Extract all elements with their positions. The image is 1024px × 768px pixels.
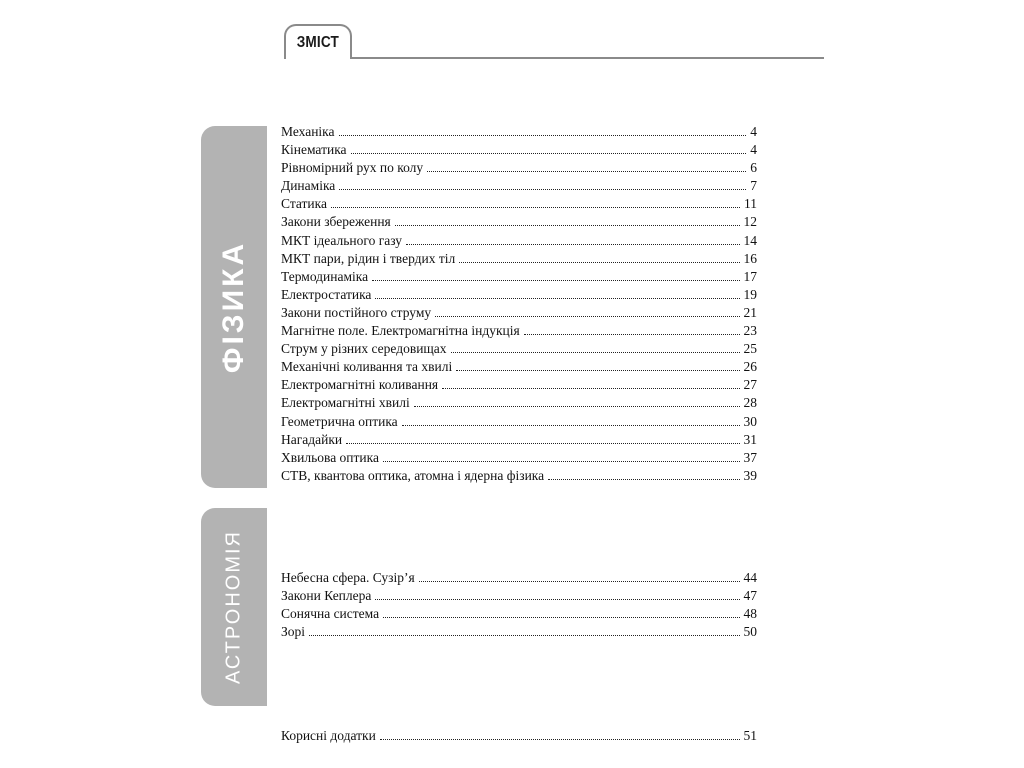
toc-entry-page-number: 23: [743, 323, 757, 339]
toc-entry-page-number: 26: [743, 359, 757, 375]
toc-entry[interactable]: [281, 341, 757, 359]
toc-entry-title: Закони збереження: [281, 214, 391, 230]
toc-entry-page-number: 17: [743, 268, 757, 284]
contents-header-tab: [284, 24, 352, 59]
toc-dot-leader: [380, 739, 740, 740]
toc-dot-leader: [339, 189, 746, 190]
toc-entry[interactable]: [281, 305, 757, 323]
toc-dot-leader: [414, 406, 740, 407]
header-rule: [350, 57, 824, 59]
toc-dot-leader: [346, 443, 739, 444]
toc-dot-leader: [459, 262, 739, 263]
toc-entry-title: Закони Кеплера: [281, 588, 372, 604]
toc-dot-leader: [456, 370, 739, 371]
toc-entry[interactable]: [281, 160, 757, 178]
toc-dot-leader: [383, 461, 739, 462]
toc-entry-title: Динаміка: [281, 178, 336, 194]
toc-entry-title: Рівномірний рух по колу: [281, 160, 424, 176]
toc-entry[interactable]: [281, 251, 757, 269]
toc-entry-page-number: 50: [743, 624, 757, 640]
physics-section-label: ФІЗИКА: [217, 240, 250, 374]
physics-section-tab: [201, 126, 267, 488]
toc-dot-leader: [402, 425, 740, 426]
toc-entry-title: Термодинаміка: [281, 268, 369, 284]
toc-entry-page-number: 12: [743, 214, 757, 230]
toc-entry-page-number: 7: [750, 178, 757, 194]
toc-entry-page-number: 6: [750, 160, 757, 176]
toc-entry-page-number: 4: [750, 142, 757, 158]
toc-entry-page-number: 30: [743, 413, 757, 429]
toc-dot-leader: [395, 225, 740, 226]
toc-dot-leader: [548, 479, 739, 480]
toc-dot-leader: [435, 316, 739, 317]
toc-entry-page-number: 27: [743, 377, 757, 393]
toc-entry-title: Зорі: [281, 624, 306, 640]
toc-entry-title: Корисні додатки: [281, 728, 376, 743]
toc-entry-title: Механічні коливання та хвилі: [281, 359, 453, 375]
toc-entry-page-number: 37: [743, 449, 757, 465]
toc-entry-title: СТВ, квантова оптика, атомна і ядерна фізика: [281, 467, 545, 483]
toc-dot-leader: [372, 280, 739, 281]
toc-entry[interactable]: [281, 570, 757, 588]
toc-entry-title: Електростатика: [281, 286, 372, 302]
toc-dot-leader: [442, 388, 739, 389]
toc-entry[interactable]: [281, 606, 757, 624]
toc-entry-page-number: 25: [743, 341, 757, 357]
toc-dot-leader: [451, 352, 740, 353]
toc-entry-page-number: 19: [743, 286, 757, 302]
toc-dot-leader: [406, 244, 739, 245]
toc-entry[interactable]: [281, 287, 757, 305]
toc-entry-title: Струм у різних середовищах: [281, 341, 447, 357]
toc-entry-title: Небесна сфера. Сузір’я: [281, 570, 415, 585]
toc-entry-title: МКТ пари, рідин і твердих тіл: [281, 250, 456, 266]
toc-entry[interactable]: [281, 377, 757, 395]
toc-entry-title: Магнітне поле. Електромагнітна індукція: [281, 323, 520, 339]
toc-entry[interactable]: [281, 414, 757, 432]
toc-dot-leader: [375, 298, 739, 299]
toc-dot-leader: [309, 635, 739, 636]
toc-entry[interactable]: [281, 233, 757, 251]
toc-dot-leader: [375, 599, 739, 600]
toc-entry-title: Електромагнітні коливання: [281, 377, 439, 393]
toc-entry-page-number: 28: [743, 395, 757, 411]
toc-entry-page-number: 16: [743, 250, 757, 266]
toc-entry[interactable]: [281, 359, 757, 377]
toc-entry[interactable]: [281, 196, 757, 214]
toc-entry[interactable]: [281, 624, 757, 642]
toc-entry[interactable]: [281, 269, 757, 287]
astronomy-section-tab: [201, 508, 267, 706]
toc-entry-title: Хвильова оптика: [281, 449, 380, 465]
toc-entry-title: Електромагнітні хвилі: [281, 395, 410, 411]
toc-entry-page-number: 39: [743, 467, 757, 483]
toc-dot-leader: [351, 153, 747, 154]
toc-entry-page-number: 21: [743, 304, 757, 320]
astronomy-toc-list: [281, 570, 757, 642]
toc-entry-title: Сонячна система: [281, 606, 380, 622]
toc-entry[interactable]: [281, 395, 757, 413]
toc-entry[interactable]: [281, 142, 757, 160]
toc-entry-page-number: 11: [744, 196, 757, 212]
toc-entry[interactable]: [281, 178, 757, 196]
toc-entry-page-number: 31: [743, 431, 757, 447]
toc-entry[interactable]: [281, 214, 757, 232]
toc-dot-leader: [524, 334, 740, 335]
toc-dot-leader: [331, 207, 740, 208]
toc-entry-title: Нагадайки: [281, 431, 343, 447]
toc-dot-leader: [383, 617, 739, 618]
toc-entry[interactable]: [281, 728, 757, 746]
toc-entry-page-number: 48: [743, 606, 757, 622]
toc-entry[interactable]: [281, 450, 757, 468]
toc-dot-leader: [339, 135, 747, 136]
astronomy-section-label: АСТРОНОМІЯ: [222, 529, 245, 685]
toc-entry-title: Механіка: [281, 124, 335, 139]
toc-entry-page-number: 44: [743, 570, 757, 585]
physics-toc-list: [281, 124, 757, 486]
toc-entry[interactable]: [281, 588, 757, 606]
toc-entry[interactable]: [281, 323, 757, 341]
toc-entry[interactable]: [281, 124, 757, 142]
toc-entry-page-number: 14: [743, 232, 757, 248]
toc-dot-leader: [427, 171, 746, 172]
toc-entry-title: Статика: [281, 196, 328, 212]
toc-entry-title: Кінематика: [281, 142, 347, 158]
toc-entry-page-number: 51: [743, 728, 757, 743]
toc-entry[interactable]: [281, 432, 757, 450]
toc-entry-page-number: 4: [750, 124, 757, 139]
page-title: ЗМІСТ: [296, 33, 340, 51]
toc-dot-leader: [419, 581, 740, 582]
appendix-toc-list: [281, 728, 757, 746]
toc-entry[interactable]: [281, 468, 757, 486]
toc-entry-title: Геометрична оптика: [281, 413, 398, 429]
toc-entry-page-number: 47: [743, 588, 757, 604]
toc-entry-title: Закони постійного струму: [281, 304, 432, 320]
toc-entry-title: МКТ ідеального газу: [281, 232, 403, 248]
